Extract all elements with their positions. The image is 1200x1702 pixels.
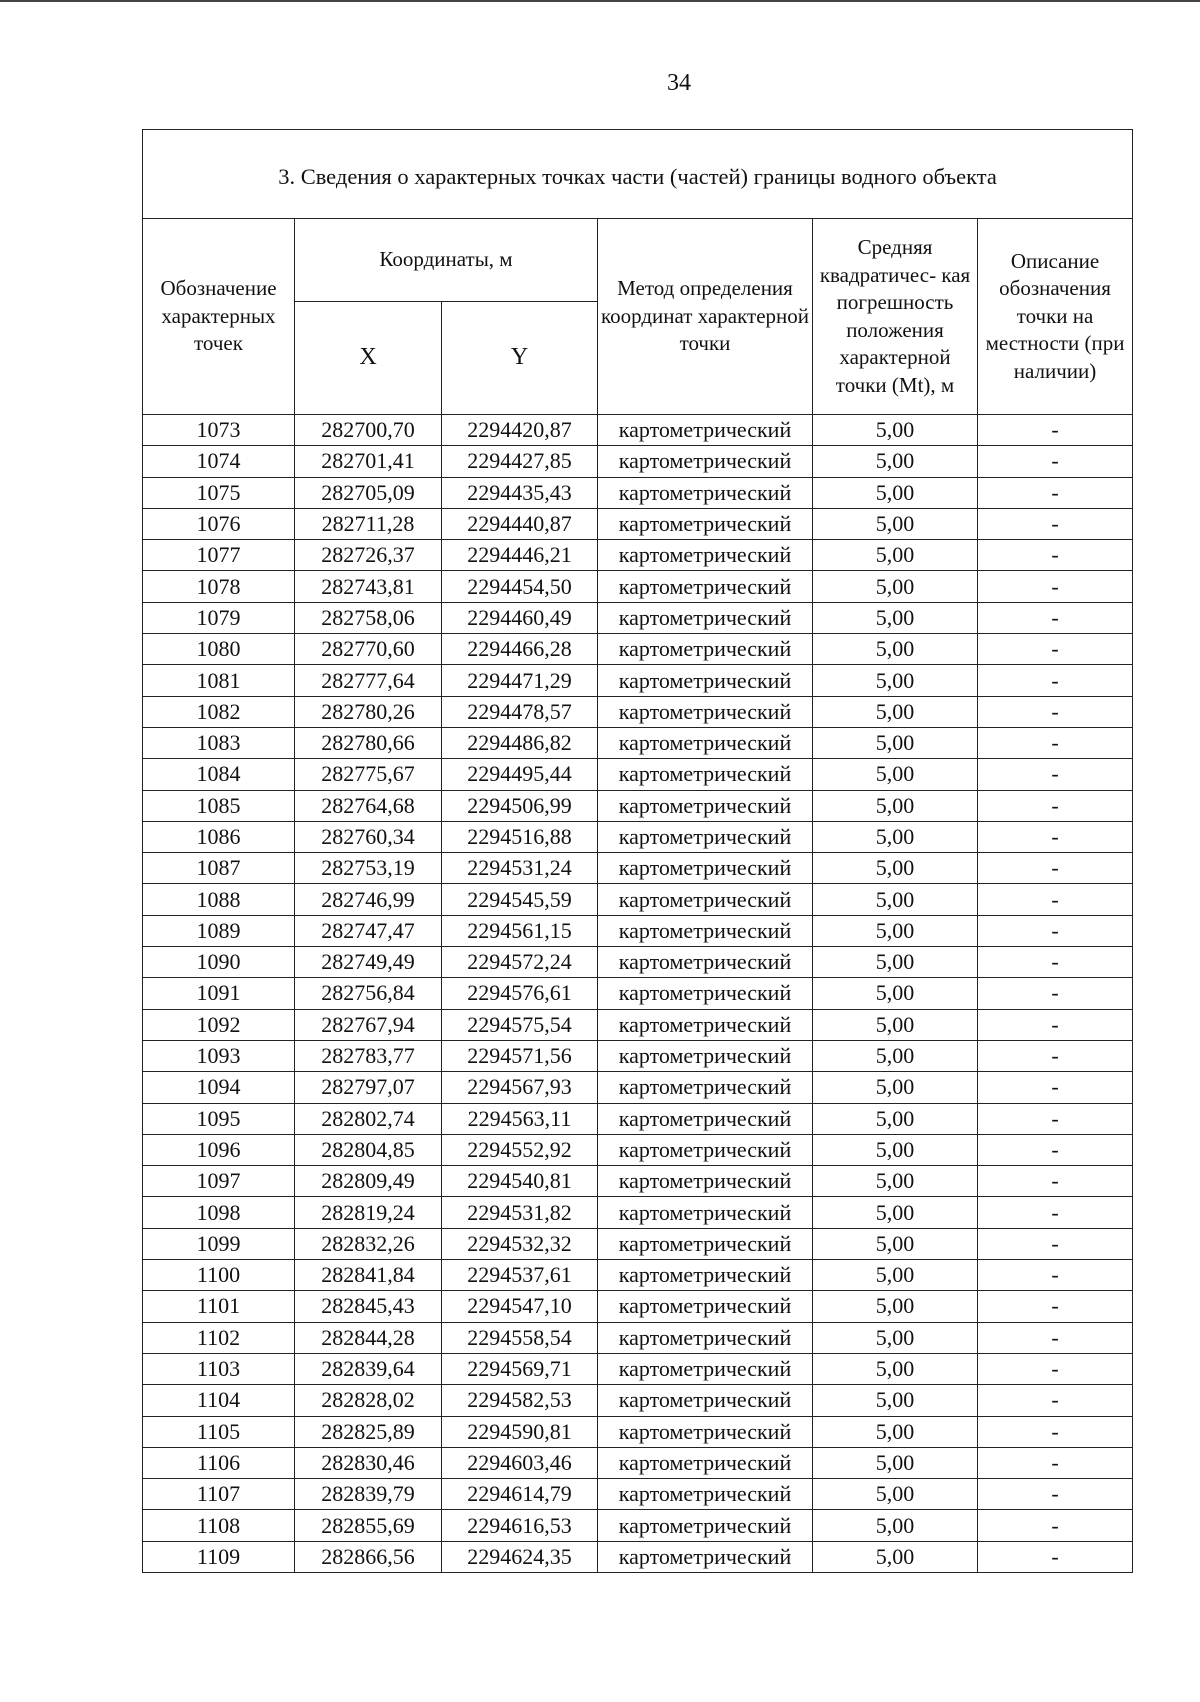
header-x: X xyxy=(295,302,442,415)
table-row xyxy=(143,915,1133,946)
x-coordinate-cell: 282743,81 xyxy=(295,571,442,602)
accuracy-cell: 5,00 xyxy=(813,947,978,978)
x-coordinate-cell: 282832,26 xyxy=(295,1228,442,1259)
x-coordinate-cell: 282711,28 xyxy=(295,508,442,539)
header-y: Y xyxy=(442,302,598,415)
description-cell: - xyxy=(978,446,1133,477)
method-cell: картометрический xyxy=(598,1072,813,1103)
description-cell: - xyxy=(978,727,1133,758)
accuracy-cell: 5,00 xyxy=(813,1541,978,1572)
point-id-cell: 1086 xyxy=(143,821,295,852)
x-coordinate-cell: 282726,37 xyxy=(295,540,442,571)
table-row xyxy=(143,477,1133,508)
description-cell: - xyxy=(978,1510,1133,1541)
point-id-cell: 1076 xyxy=(143,508,295,539)
accuracy-cell: 5,00 xyxy=(813,1228,978,1259)
method-cell: картометрический xyxy=(598,477,813,508)
x-coordinate-cell: 282845,43 xyxy=(295,1291,442,1322)
method-cell: картометрический xyxy=(598,1385,813,1416)
method-cell: картометрический xyxy=(598,727,813,758)
y-coordinate-cell: 2294460,49 xyxy=(442,602,598,633)
point-id-cell: 1085 xyxy=(143,790,295,821)
x-coordinate-cell: 282819,24 xyxy=(295,1197,442,1228)
accuracy-cell: 5,00 xyxy=(813,915,978,946)
page-number: 34 xyxy=(667,70,691,96)
table-row xyxy=(143,540,1133,571)
method-cell: картометрический xyxy=(598,1447,813,1478)
description-cell: - xyxy=(978,1197,1133,1228)
point-id-cell: 1093 xyxy=(143,1040,295,1071)
accuracy-cell: 5,00 xyxy=(813,1166,978,1197)
description-cell: - xyxy=(978,1134,1133,1165)
table-row xyxy=(143,1291,1133,1322)
point-id-cell: 1108 xyxy=(143,1510,295,1541)
accuracy-cell: 5,00 xyxy=(813,1072,978,1103)
point-id-cell: 1098 xyxy=(143,1197,295,1228)
y-coordinate-cell: 2294531,82 xyxy=(442,1197,598,1228)
method-cell: картометрический xyxy=(598,1197,813,1228)
y-coordinate-cell: 2294616,53 xyxy=(442,1510,598,1541)
description-cell: - xyxy=(978,1447,1133,1478)
y-coordinate-cell: 2294516,88 xyxy=(442,821,598,852)
accuracy-cell: 5,00 xyxy=(813,790,978,821)
accuracy-cell: 5,00 xyxy=(813,571,978,602)
method-cell: картометрический xyxy=(598,915,813,946)
method-cell: картометрический xyxy=(598,1479,813,1510)
description-cell: - xyxy=(978,696,1133,727)
method-cell: картометрический xyxy=(598,1166,813,1197)
y-coordinate-cell: 2294545,59 xyxy=(442,884,598,915)
table-row xyxy=(143,884,1133,915)
point-id-cell: 1101 xyxy=(143,1291,295,1322)
accuracy-cell: 5,00 xyxy=(813,853,978,884)
x-coordinate-cell: 282777,64 xyxy=(295,665,442,696)
accuracy-cell: 5,00 xyxy=(813,1385,978,1416)
y-coordinate-cell: 2294561,15 xyxy=(442,915,598,946)
point-id-cell: 1104 xyxy=(143,1385,295,1416)
boundary-points-section xyxy=(142,129,1132,1573)
table-row xyxy=(143,1385,1133,1416)
y-coordinate-cell: 2294471,29 xyxy=(442,665,598,696)
table-row xyxy=(143,634,1133,665)
y-coordinate-cell: 2294603,46 xyxy=(442,1447,598,1478)
description-cell: - xyxy=(978,1166,1133,1197)
y-coordinate-cell: 2294446,21 xyxy=(442,540,598,571)
table-row xyxy=(143,790,1133,821)
description-cell: - xyxy=(978,821,1133,852)
x-coordinate-cell: 282841,84 xyxy=(295,1260,442,1291)
header-method: Метод определения координат характерной точки xyxy=(598,219,813,415)
accuracy-cell: 5,00 xyxy=(813,1447,978,1478)
method-cell: картометрический xyxy=(598,1541,813,1572)
description-cell: - xyxy=(978,415,1133,446)
method-cell: картометрический xyxy=(598,759,813,790)
method-cell: картометрический xyxy=(598,947,813,978)
y-coordinate-cell: 2294531,24 xyxy=(442,853,598,884)
description-cell: - xyxy=(978,1479,1133,1510)
x-coordinate-cell: 282783,77 xyxy=(295,1040,442,1071)
point-id-cell: 1103 xyxy=(143,1353,295,1384)
method-cell: картометрический xyxy=(598,508,813,539)
accuracy-cell: 5,00 xyxy=(813,415,978,446)
y-coordinate-cell: 2294420,87 xyxy=(442,415,598,446)
accuracy-cell: 5,00 xyxy=(813,1103,978,1134)
y-coordinate-cell: 2294495,44 xyxy=(442,759,598,790)
accuracy-cell: 5,00 xyxy=(813,1134,978,1165)
x-coordinate-cell: 282809,49 xyxy=(295,1166,442,1197)
y-coordinate-cell: 2294427,85 xyxy=(442,446,598,477)
point-id-cell: 1084 xyxy=(143,759,295,790)
table-row xyxy=(143,571,1133,602)
x-coordinate-cell: 282760,34 xyxy=(295,821,442,852)
x-coordinate-cell: 282825,89 xyxy=(295,1416,442,1447)
point-id-cell: 1105 xyxy=(143,1416,295,1447)
x-coordinate-cell: 282855,69 xyxy=(295,1510,442,1541)
description-cell: - xyxy=(978,1072,1133,1103)
y-coordinate-cell: 2294486,82 xyxy=(442,727,598,758)
point-id-cell: 1082 xyxy=(143,696,295,727)
table-row xyxy=(143,508,1133,539)
x-coordinate-cell: 282775,67 xyxy=(295,759,442,790)
y-coordinate-cell: 2294466,28 xyxy=(442,634,598,665)
method-cell: картометрический xyxy=(598,790,813,821)
table-body xyxy=(143,415,1133,1573)
accuracy-cell: 5,00 xyxy=(813,1291,978,1322)
accuracy-cell: 5,00 xyxy=(813,1040,978,1071)
x-coordinate-cell: 282804,85 xyxy=(295,1134,442,1165)
table-row xyxy=(143,1134,1133,1165)
method-cell: картометрический xyxy=(598,1291,813,1322)
method-cell: картометрический xyxy=(598,696,813,727)
y-coordinate-cell: 2294478,57 xyxy=(442,696,598,727)
table-row xyxy=(143,1103,1133,1134)
point-id-cell: 1091 xyxy=(143,978,295,1009)
accuracy-cell: 5,00 xyxy=(813,884,978,915)
table-row xyxy=(143,821,1133,852)
method-cell: картометрический xyxy=(598,415,813,446)
table-row xyxy=(143,446,1133,477)
accuracy-cell: 5,00 xyxy=(813,1510,978,1541)
description-cell: - xyxy=(978,915,1133,946)
description-cell: - xyxy=(978,477,1133,508)
x-coordinate-cell: 282758,06 xyxy=(295,602,442,633)
x-coordinate-cell: 282747,47 xyxy=(295,915,442,946)
y-coordinate-cell: 2294590,81 xyxy=(442,1416,598,1447)
method-cell: картометрический xyxy=(598,634,813,665)
description-cell: - xyxy=(978,1291,1133,1322)
point-id-cell: 1090 xyxy=(143,947,295,978)
table-row xyxy=(143,947,1133,978)
method-cell: картометрический xyxy=(598,1260,813,1291)
table-row xyxy=(143,1009,1133,1040)
table-row xyxy=(143,759,1133,790)
y-coordinate-cell: 2294572,24 xyxy=(442,947,598,978)
x-coordinate-cell: 282749,49 xyxy=(295,947,442,978)
method-cell: картометрический xyxy=(598,1040,813,1071)
table-row xyxy=(143,1072,1133,1103)
method-cell: картометрический xyxy=(598,853,813,884)
point-id-cell: 1107 xyxy=(143,1479,295,1510)
header-point-label: Обозначение характерных точек xyxy=(143,219,295,415)
table-row xyxy=(143,415,1133,446)
table-row xyxy=(143,1166,1133,1197)
point-id-cell: 1080 xyxy=(143,634,295,665)
table-row xyxy=(143,727,1133,758)
accuracy-cell: 5,00 xyxy=(813,727,978,758)
x-coordinate-cell: 282770,60 xyxy=(295,634,442,665)
point-id-cell: 1094 xyxy=(143,1072,295,1103)
point-id-cell: 1109 xyxy=(143,1541,295,1572)
description-cell: - xyxy=(978,1228,1133,1259)
method-cell: картометрический xyxy=(598,1103,813,1134)
method-cell: картометрический xyxy=(598,821,813,852)
x-coordinate-cell: 282756,84 xyxy=(295,978,442,1009)
point-id-cell: 1078 xyxy=(143,571,295,602)
description-cell: - xyxy=(978,947,1133,978)
y-coordinate-cell: 2294571,56 xyxy=(442,1040,598,1071)
y-coordinate-cell: 2294537,61 xyxy=(442,1260,598,1291)
accuracy-cell: 5,00 xyxy=(813,602,978,633)
description-cell: - xyxy=(978,540,1133,571)
point-id-cell: 1100 xyxy=(143,1260,295,1291)
point-id-cell: 1088 xyxy=(143,884,295,915)
y-coordinate-cell: 2294440,87 xyxy=(442,508,598,539)
x-coordinate-cell: 282780,26 xyxy=(295,696,442,727)
x-coordinate-cell: 282839,64 xyxy=(295,1353,442,1384)
y-coordinate-cell: 2294506,99 xyxy=(442,790,598,821)
x-coordinate-cell: 282701,41 xyxy=(295,446,442,477)
table-row xyxy=(143,1322,1133,1353)
accuracy-cell: 5,00 xyxy=(813,978,978,1009)
x-coordinate-cell: 282839,79 xyxy=(295,1479,442,1510)
description-cell: - xyxy=(978,1103,1133,1134)
table-row xyxy=(143,1510,1133,1541)
description-cell: - xyxy=(978,1009,1133,1040)
x-coordinate-cell: 282764,68 xyxy=(295,790,442,821)
boundary-points-table xyxy=(142,129,1133,1573)
table-row xyxy=(143,1479,1133,1510)
description-cell: - xyxy=(978,978,1133,1009)
method-cell: картометрический xyxy=(598,1416,813,1447)
accuracy-cell: 5,00 xyxy=(813,821,978,852)
point-id-cell: 1099 xyxy=(143,1228,295,1259)
description-cell: - xyxy=(978,571,1133,602)
y-coordinate-cell: 2294454,50 xyxy=(442,571,598,602)
point-id-cell: 1083 xyxy=(143,727,295,758)
header-coordinates: Координаты, м xyxy=(295,219,598,302)
y-coordinate-cell: 2294614,79 xyxy=(442,1479,598,1510)
table-row xyxy=(143,602,1133,633)
x-coordinate-cell: 282797,07 xyxy=(295,1072,442,1103)
y-coordinate-cell: 2294575,54 xyxy=(442,1009,598,1040)
description-cell: - xyxy=(978,1260,1133,1291)
table-row xyxy=(143,1197,1133,1228)
y-coordinate-cell: 2294569,71 xyxy=(442,1353,598,1384)
description-cell: - xyxy=(978,634,1133,665)
point-id-cell: 1087 xyxy=(143,853,295,884)
point-id-cell: 1106 xyxy=(143,1447,295,1478)
point-id-cell: 1079 xyxy=(143,602,295,633)
accuracy-cell: 5,00 xyxy=(813,1416,978,1447)
y-coordinate-cell: 2294540,81 xyxy=(442,1166,598,1197)
x-coordinate-cell: 282753,19 xyxy=(295,853,442,884)
x-coordinate-cell: 282866,56 xyxy=(295,1541,442,1572)
y-coordinate-cell: 2294435,43 xyxy=(442,477,598,508)
x-coordinate-cell: 282830,46 xyxy=(295,1447,442,1478)
accuracy-cell: 5,00 xyxy=(813,1479,978,1510)
description-cell: - xyxy=(978,1541,1133,1572)
method-cell: картометрический xyxy=(598,1009,813,1040)
description-cell: - xyxy=(978,665,1133,696)
method-cell: картометрический xyxy=(598,1134,813,1165)
point-id-cell: 1073 xyxy=(143,415,295,446)
description-cell: - xyxy=(978,1040,1133,1071)
description-cell: - xyxy=(978,602,1133,633)
method-cell: картометрический xyxy=(598,1353,813,1384)
description-cell: - xyxy=(978,508,1133,539)
table-row xyxy=(143,1541,1133,1572)
y-coordinate-cell: 2294552,92 xyxy=(442,1134,598,1165)
table-row xyxy=(143,1228,1133,1259)
x-coordinate-cell: 282700,70 xyxy=(295,415,442,446)
accuracy-cell: 5,00 xyxy=(813,508,978,539)
y-coordinate-cell: 2294547,10 xyxy=(442,1291,598,1322)
method-cell: картометрический xyxy=(598,540,813,571)
accuracy-cell: 5,00 xyxy=(813,665,978,696)
y-coordinate-cell: 2294532,32 xyxy=(442,1228,598,1259)
method-cell: картометрический xyxy=(598,1510,813,1541)
y-coordinate-cell: 2294582,53 xyxy=(442,1385,598,1416)
table-row xyxy=(143,1040,1133,1071)
point-id-cell: 1095 xyxy=(143,1103,295,1134)
description-cell: - xyxy=(978,1385,1133,1416)
method-cell: картометрический xyxy=(598,1228,813,1259)
accuracy-cell: 5,00 xyxy=(813,1353,978,1384)
x-coordinate-cell: 282705,09 xyxy=(295,477,442,508)
table-row xyxy=(143,853,1133,884)
method-cell: картометрический xyxy=(598,1322,813,1353)
point-id-cell: 1074 xyxy=(143,446,295,477)
table-row xyxy=(143,1447,1133,1478)
point-id-cell: 1092 xyxy=(143,1009,295,1040)
table-row xyxy=(143,1416,1133,1447)
accuracy-cell: 5,00 xyxy=(813,1009,978,1040)
method-cell: картометрический xyxy=(598,446,813,477)
x-coordinate-cell: 282802,74 xyxy=(295,1103,442,1134)
description-cell: - xyxy=(978,884,1133,915)
point-id-cell: 1077 xyxy=(143,540,295,571)
description-cell: - xyxy=(978,1322,1133,1353)
accuracy-cell: 5,00 xyxy=(813,759,978,790)
y-coordinate-cell: 2294563,11 xyxy=(442,1103,598,1134)
method-cell: картометрический xyxy=(598,884,813,915)
method-cell: картометрический xyxy=(598,571,813,602)
header-accuracy: Средняя квадратичес- кая погрешность положения характерной точки (Mt), м xyxy=(813,219,978,415)
table-row xyxy=(143,696,1133,727)
table-title: 3. Сведения о характерных точках части (частей) границы водного объекта xyxy=(143,130,1133,219)
method-cell: картометрический xyxy=(598,978,813,1009)
point-id-cell: 1097 xyxy=(143,1166,295,1197)
page-top-border xyxy=(0,0,1200,2)
point-id-cell: 1102 xyxy=(143,1322,295,1353)
y-coordinate-cell: 2294567,93 xyxy=(442,1072,598,1103)
y-coordinate-cell: 2294558,54 xyxy=(442,1322,598,1353)
description-cell: - xyxy=(978,853,1133,884)
point-id-cell: 1096 xyxy=(143,1134,295,1165)
x-coordinate-cell: 282844,28 xyxy=(295,1322,442,1353)
method-cell: картометрический xyxy=(598,602,813,633)
description-cell: - xyxy=(978,1416,1133,1447)
y-coordinate-cell: 2294576,61 xyxy=(442,978,598,1009)
x-coordinate-cell: 282767,94 xyxy=(295,1009,442,1040)
x-coordinate-cell: 282828,02 xyxy=(295,1385,442,1416)
accuracy-cell: 5,00 xyxy=(813,634,978,665)
table-row xyxy=(143,1353,1133,1384)
accuracy-cell: 5,00 xyxy=(813,1197,978,1228)
accuracy-cell: 5,00 xyxy=(813,477,978,508)
table-row xyxy=(143,978,1133,1009)
point-id-cell: 1081 xyxy=(143,665,295,696)
table-row xyxy=(143,1260,1133,1291)
point-id-cell: 1089 xyxy=(143,915,295,946)
x-coordinate-cell: 282780,66 xyxy=(295,727,442,758)
y-coordinate-cell: 2294624,35 xyxy=(442,1541,598,1572)
point-id-cell: 1075 xyxy=(143,477,295,508)
accuracy-cell: 5,00 xyxy=(813,540,978,571)
description-cell: - xyxy=(978,790,1133,821)
description-cell: - xyxy=(978,759,1133,790)
table-row xyxy=(143,665,1133,696)
accuracy-cell: 5,00 xyxy=(813,1260,978,1291)
accuracy-cell: 5,00 xyxy=(813,696,978,727)
description-cell: - xyxy=(978,1353,1133,1384)
method-cell: картометрический xyxy=(598,665,813,696)
x-coordinate-cell: 282746,99 xyxy=(295,884,442,915)
header-description: Описание обозначения точки на местности (при наличии) xyxy=(978,219,1133,415)
accuracy-cell: 5,00 xyxy=(813,1322,978,1353)
accuracy-cell: 5,00 xyxy=(813,446,978,477)
